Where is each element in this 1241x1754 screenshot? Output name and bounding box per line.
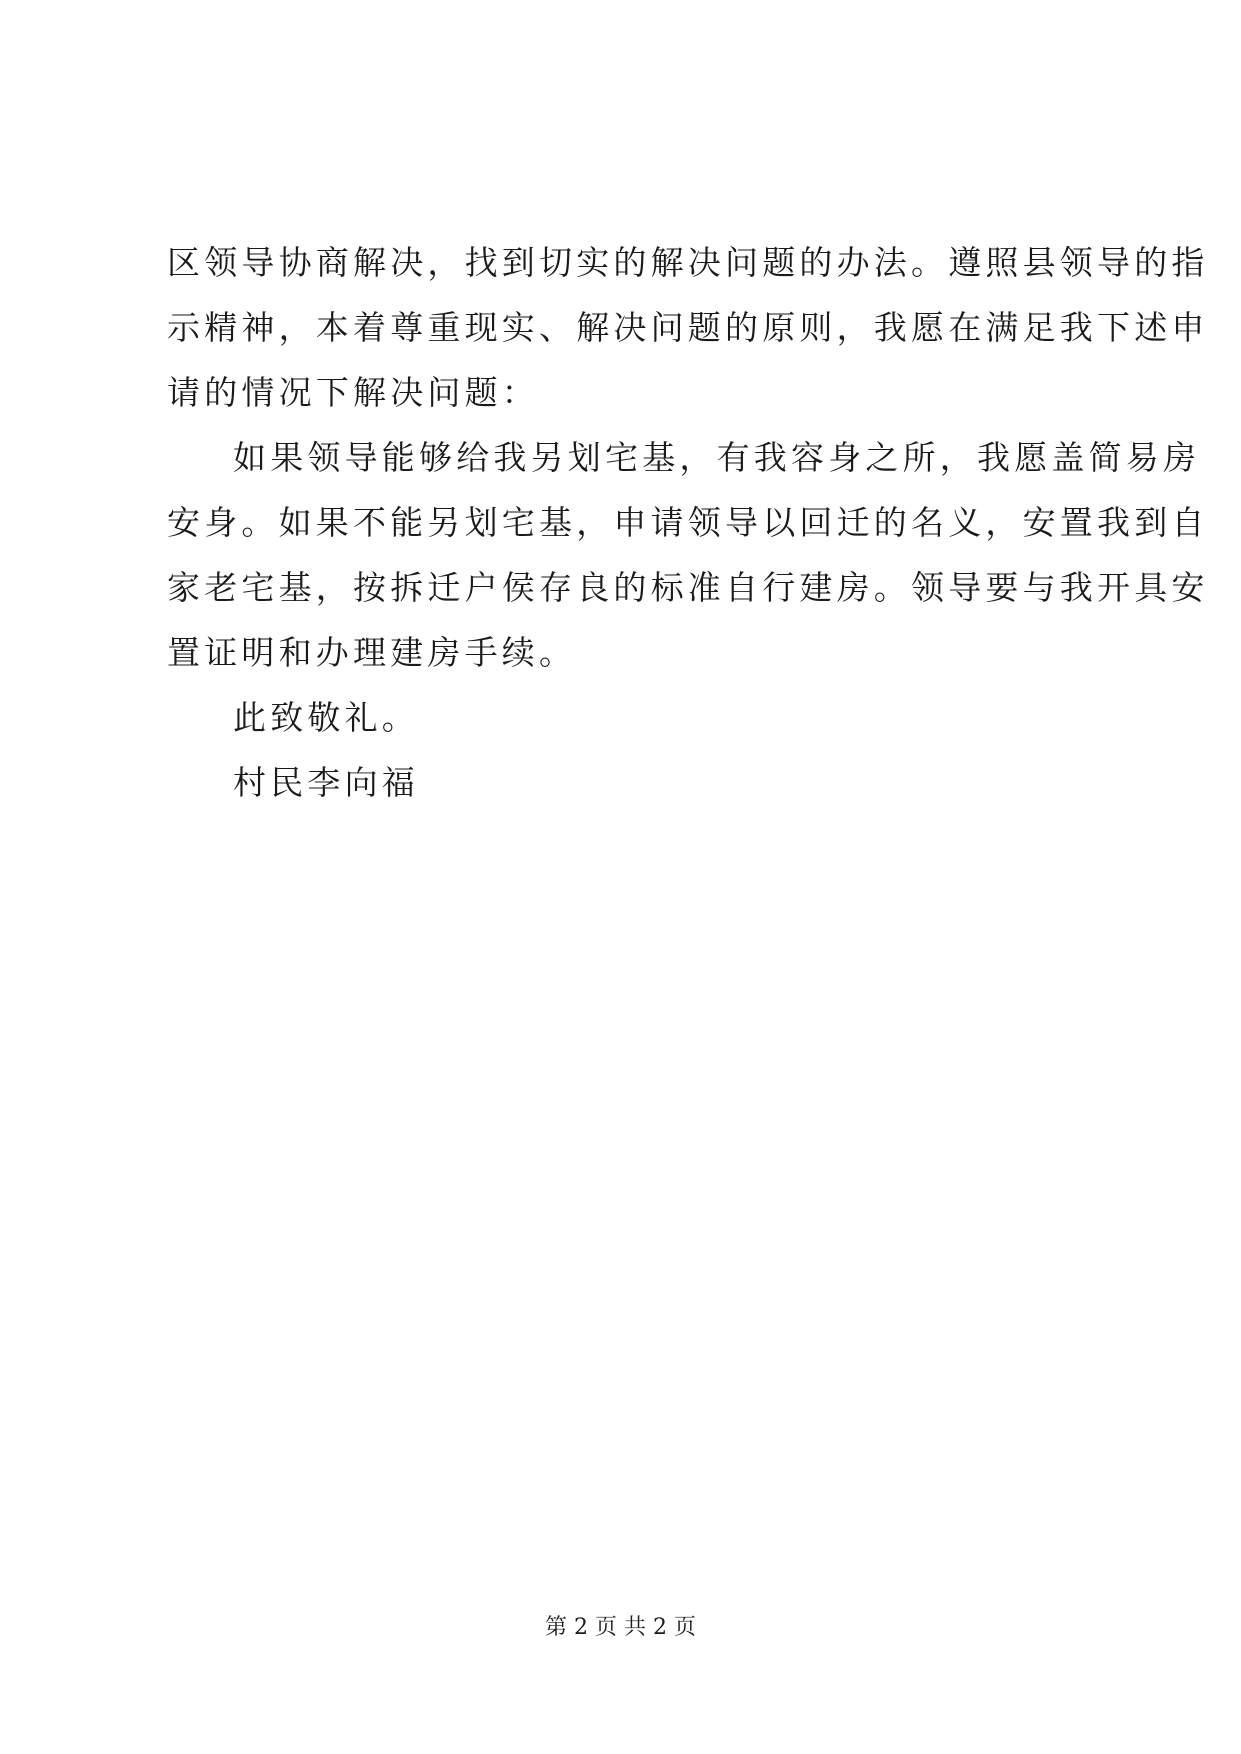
page-number-footer: 第 2 页 共 2 页 bbox=[545, 1615, 696, 1640]
document-body bbox=[167, 230, 1209, 815]
paragraph-line: 安身。如果不能另划宅基，申请领导以回迁的名义，安置我到自 bbox=[167, 503, 1209, 542]
paragraph-line: 示精神，本着尊重现实、解决问题的原则，我愿在满足我下述申 bbox=[167, 308, 1209, 347]
signature-name: 村民李向福 bbox=[233, 763, 419, 802]
paragraph-line: 请的情况下解决问题： bbox=[167, 373, 539, 412]
paragraph-line: 如果领导能够给我另划宅基，有我容身之所，我愿盖简易房 bbox=[233, 438, 1201, 477]
closing-salutation: 此致敬礼。 bbox=[233, 698, 419, 737]
paragraph-line: 置证明和办理建房手续。 bbox=[167, 633, 577, 672]
paragraph-line: 家老宅基，按拆迁户侯存良的标准自行建房。领导要与我开具安 bbox=[167, 568, 1209, 607]
paragraph-line: 区领导协商解决，找到切实的解决问题的办法。遵照县领导的指 bbox=[167, 243, 1209, 282]
